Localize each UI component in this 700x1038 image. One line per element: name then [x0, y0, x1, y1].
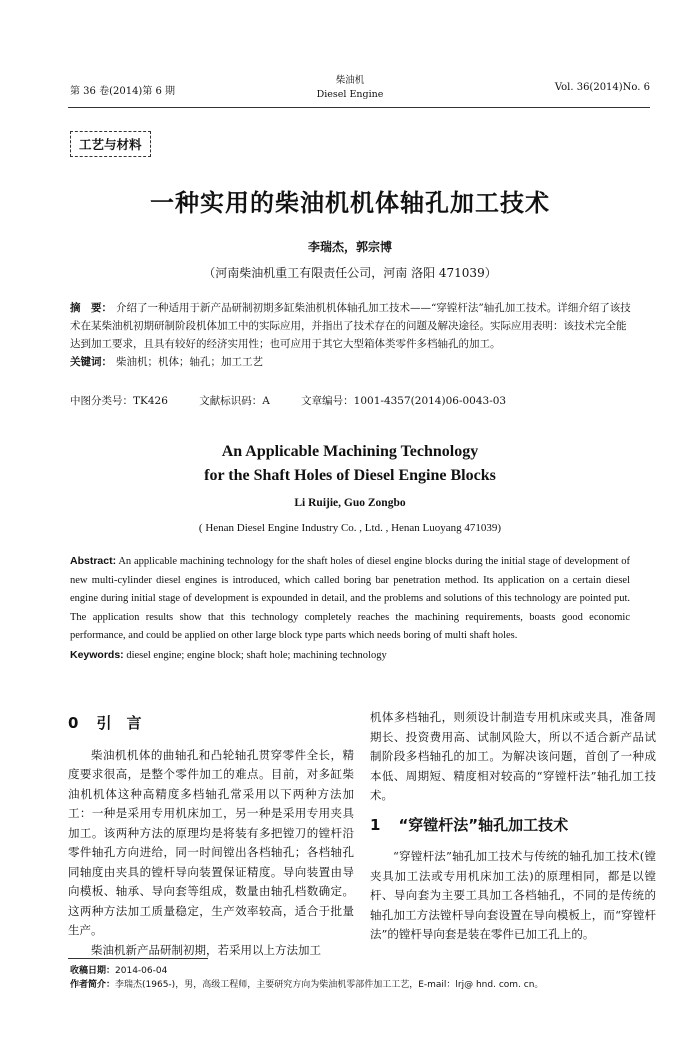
abstract-cn: [70, 299, 632, 371]
title-en-line2: for the Shaft Holes of Diesel Engine Blocks: [204, 467, 496, 484]
title-cn: 一种实用的柴油机机体轴孔加工技术: [150, 189, 550, 217]
authors-cn: 李瑞杰，郭宗博: [307, 240, 392, 254]
classification-row: [70, 393, 632, 408]
clc-number: 中图分类号：TK426: [70, 395, 168, 407]
received-date: 2014-06-04: [115, 966, 168, 976]
footnote-rule: [68, 958, 208, 959]
footnote: [70, 964, 543, 992]
keywords-en-label: Keywords:: [70, 648, 124, 661]
header-volume-en: Vol. 36(2014)No. 6: [554, 82, 650, 93]
column-right: [370, 708, 656, 945]
section-0-paragraph-2-cont: 机体多档轴孔，则须设计制造专用机床或夹具，准备周期长、投资费用高、试制风险大，所以不适合新产品试制阶段多档轴孔的加工。为解决该问题，首创了一种成本低、周期短、精度相对较高的“穿镗杆法”轴孔加工技术。: [370, 710, 656, 802]
abstract-en: [70, 552, 630, 665]
header-volume: 第 36 卷(2014)第 6 期: [70, 86, 176, 97]
title-en-line1: An Applicable Machining Technology: [221, 443, 479, 460]
section-0-title: 引 言: [96, 714, 142, 732]
article-number: 文章编号：1001-4357(2014)06-0043-03: [301, 395, 507, 407]
abstract-en-label: Abstract:: [70, 555, 117, 567]
keywords-cn-label: 关键词：: [70, 356, 112, 368]
header-journal-cn: 柴油机: [335, 75, 365, 86]
section-0-number: 0: [68, 714, 79, 732]
abstract-cn-label: 摘 要：: [70, 302, 112, 314]
document-code: 文献标识码：A: [199, 395, 270, 407]
author-bio: 李瑞杰(1965-)，男，高级工程师，主要研究方向为柴油机零部件加工工艺，E-mail：lrj@ hnd. com. cn。: [115, 980, 544, 990]
keywords-en-text: diesel engine; engine block; shaft hole; machining technology: [123, 649, 387, 661]
section-0-paragraph-2-start: 柴油机新产品研制初期，若采用以上方法加工: [91, 942, 321, 957]
column-left: [68, 708, 354, 960]
author-bio-label: 作者简介：: [70, 980, 116, 990]
header-journal-en: Diesel Engine: [316, 89, 384, 100]
section-1-title: “穿镗杆法”轴孔加工技术: [398, 815, 569, 834]
section-0-heading: [68, 714, 354, 734]
section-1-paragraph-1: “穿镗杆法”轴孔加工技术与传统的轴孔加工技术(镗夹具加工法或专用机床加工法)的原理相同，都是以镗杆、导向套为主要工具加工各档轴孔，不同的是传统的轴孔加工方法镗杆导向套设置在导向模板上，而“穿镗杆法”的镗杆导向套是装在零件已加工孔上的。: [370, 849, 656, 941]
header-rule: [68, 107, 650, 108]
received-label: 收稿日期：: [70, 966, 116, 976]
affiliation-en: ( Henan Diesel Engine Industry Co. , Ltd. , Henan Luoyang 471039): [198, 522, 502, 534]
section-0-paragraph-1: 柴油机机体的曲轴孔和凸轮轴孔贯穿零件全长，精度要求很高，是整个零件加工的难点。目前，对多缸柴油机机体这种高精度多档轴孔常采用以下两种方法加工：一种是采用专用机床加工，另一种是采用专用夹具加工。该两种方法的原理均是将装有多把镗刀的镗杆沿零件轴孔方向进给，同一时间镗出各档轴孔；各档轴孔同轴度由夹具的镗杆导向装置保证精度。导向装置由导向模板、轴承、导向套等组成，数量由轴孔档数确定。这两种方法加工质量稳定，生产效率较高，适合于批量生产。: [68, 747, 354, 937]
abstract-en-text: An applicable machining technology for the shaft holes of diesel engine blocks during the initial stage of development of new multi-cylinder diesel engines is introduced, which called boring bar penetration method. Its application on a certain diesel engine during initial stage of development is expounded in detail, and the problems and solutions of this technology are pointed put. The application results show that this technology completely reaches the machining requirements, boasts good economic performance, and could be applied on other large block type parts which needs boring of multi shaft holes.: [70, 556, 630, 641]
keywords-cn-text: 柴油机；机体；轴孔；加工工艺: [116, 356, 263, 368]
abstract-cn-text: 介绍了一种适用于新产品研制初期多缸柴油机机体轴孔加工技术——“穿镗杆法”轴孔加工技术。详细介绍了该技术在某柴油机初期研制阶段机体加工中的实际应用，并指出了技术存在的问题及解决途径。实际应用表明：该技术完全能达到加工要求，且具有较好的经济实用性；也可应用于其它大型箱体类零件多档轴孔的加工。: [70, 302, 631, 350]
title-en: [0, 440, 700, 488]
section-tag: 工艺与材料: [70, 131, 151, 157]
authors-en: Li Ruijie, Guo Zongbo: [294, 497, 406, 509]
section-1-heading: [370, 816, 656, 836]
affiliation-cn: （河南柴油机重工有限责任公司，河南 洛阳 471039）: [203, 266, 497, 280]
section-1-number: 1: [370, 815, 381, 834]
